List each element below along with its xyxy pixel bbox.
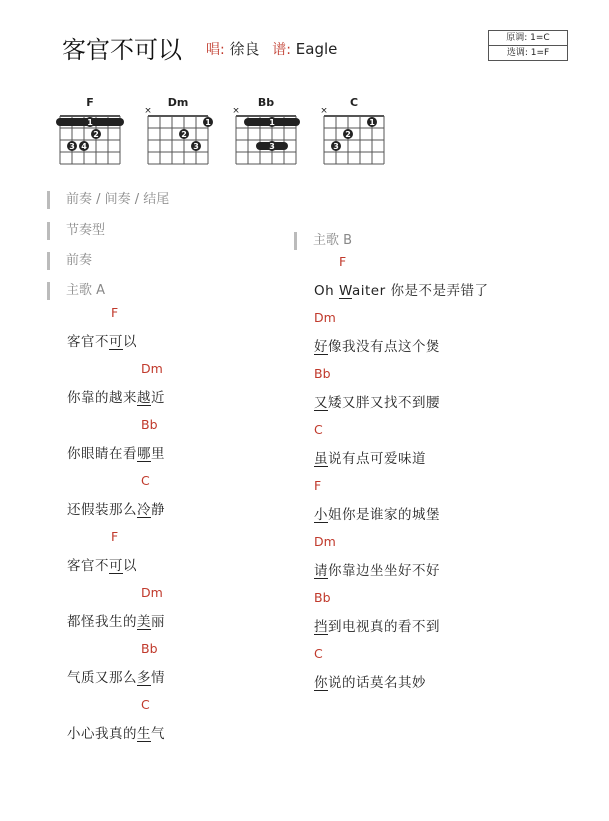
svg-text:×: × bbox=[144, 108, 152, 116]
section-prelude: 前奏 bbox=[47, 252, 92, 270]
lyric-line bbox=[67, 330, 137, 350]
lyric-line bbox=[314, 279, 488, 299]
chord-name: Dm bbox=[167, 96, 189, 109]
lyric-text: 丽 bbox=[151, 614, 165, 630]
chord-grid-f bbox=[55, 108, 125, 168]
lyric-text: 还假装那么 bbox=[67, 502, 137, 518]
lyric-text: aiter 你是不是弄错了 bbox=[351, 283, 489, 299]
song-title: 客官不可以 bbox=[62, 36, 182, 64]
lyric-line bbox=[67, 442, 165, 462]
svg-text:4: 4 bbox=[81, 142, 87, 151]
lyric-line bbox=[314, 391, 440, 411]
chord-label: Dm bbox=[314, 534, 336, 549]
lyric-text: 说的话莫名其妙 bbox=[328, 675, 426, 691]
lyric-text: 你眼睛在看 bbox=[67, 446, 137, 462]
lyric-text: 说有点可爱味道 bbox=[328, 451, 426, 467]
chord-label: Bb bbox=[314, 590, 331, 605]
lyric-chord-syllable: 哪 bbox=[137, 446, 151, 462]
lyric-text: 你靠的越来 bbox=[67, 390, 137, 406]
lyric-text: 像我没有点这个煲 bbox=[328, 339, 440, 355]
chord-label: Dm bbox=[314, 310, 336, 325]
chord-label: F bbox=[314, 478, 322, 493]
svg-text:2: 2 bbox=[93, 130, 99, 139]
chord-label: F bbox=[111, 305, 119, 320]
lyric-text: 以 bbox=[123, 334, 137, 350]
chord-label: Bb bbox=[314, 366, 331, 381]
lyric-text: 里 bbox=[151, 446, 165, 462]
lyric-text: 客官不 bbox=[67, 558, 109, 574]
lyric-chord-syllable: 可 bbox=[109, 558, 123, 574]
lyric-text: 气质又那么 bbox=[67, 670, 137, 686]
lyric-line bbox=[314, 335, 440, 355]
chord-name: Bb bbox=[257, 96, 275, 109]
svg-text:2: 2 bbox=[345, 130, 351, 139]
lyric-line bbox=[67, 498, 165, 518]
lyric-text: 小心我真的 bbox=[67, 726, 137, 742]
chord-diagram-f bbox=[55, 96, 125, 168]
lyric-text: 矮又胖又找不到腰 bbox=[328, 395, 440, 411]
section-verse-a: 主歌 A bbox=[47, 282, 105, 300]
chord-label: C bbox=[314, 422, 323, 437]
svg-text:3: 3 bbox=[333, 142, 339, 151]
svg-text:×: × bbox=[320, 108, 328, 116]
lyric-chord-syllable: 美 bbox=[137, 614, 151, 630]
chord-label: C bbox=[141, 697, 150, 712]
chord-grid-bb bbox=[231, 108, 301, 168]
svg-text:3: 3 bbox=[193, 142, 199, 151]
lyric-chord-syllable: 你 bbox=[314, 675, 328, 691]
lyric-line bbox=[67, 610, 165, 630]
section-verse-b: 主歌 B bbox=[294, 232, 352, 250]
svg-text:2: 2 bbox=[181, 130, 187, 139]
lyric-line bbox=[67, 554, 137, 574]
lyric-line bbox=[67, 722, 165, 742]
lyric-text: 近 bbox=[151, 390, 165, 406]
lyric-text: 客官不 bbox=[67, 334, 109, 350]
lyric-chord-syllable: 好 bbox=[314, 339, 328, 355]
lyric-chord-syllable: 可 bbox=[109, 334, 123, 350]
credits bbox=[206, 38, 345, 59]
chord-label: C bbox=[141, 473, 150, 488]
lyric-chord-syllable: 又 bbox=[314, 395, 328, 411]
svg-text:1: 1 bbox=[269, 118, 275, 127]
lyric-text: 姐你是谁家的城堡 bbox=[328, 507, 440, 523]
svg-text:1: 1 bbox=[205, 118, 211, 127]
lyric-text: 情 bbox=[151, 670, 165, 686]
section-prelude-interlude-outro: 前奏 / 间奏 / 结尾 bbox=[47, 191, 169, 209]
lyric-text: 静 bbox=[151, 502, 165, 518]
lyric-line bbox=[314, 559, 440, 579]
lyric-line bbox=[314, 503, 440, 523]
lyric-text: 气 bbox=[151, 726, 165, 742]
svg-text:1: 1 bbox=[369, 118, 375, 127]
original-key: 原调: 1=C bbox=[506, 33, 550, 43]
chord-diagram-dm bbox=[143, 96, 213, 168]
lyric-line bbox=[67, 666, 165, 686]
chord-grid-c bbox=[319, 108, 389, 168]
lyric-chord-syllable: 多 bbox=[137, 670, 151, 686]
lyric-line bbox=[314, 615, 440, 635]
lyric-text: 到电视真的看不到 bbox=[328, 619, 440, 635]
singer-name: 徐良 bbox=[229, 40, 260, 58]
lyric-chord-syllable: 生 bbox=[137, 726, 151, 742]
chord-label: Dm bbox=[141, 361, 163, 376]
lyric-text: 以 bbox=[123, 558, 137, 574]
lyric-chord-syllable: 请 bbox=[314, 563, 328, 579]
lyric-line bbox=[67, 386, 165, 406]
lyric-chord-syllable: 越 bbox=[137, 390, 151, 406]
lyric-chord-syllable: 冷 bbox=[137, 502, 151, 518]
chord-label: C bbox=[314, 646, 323, 661]
selected-key: 选调: 1=F bbox=[489, 45, 567, 60]
chord-label: Bb bbox=[141, 641, 158, 656]
chord-label: Dm bbox=[141, 585, 163, 600]
arranger-name: Eagle bbox=[295, 40, 338, 58]
svg-text:×: × bbox=[232, 108, 240, 116]
section-rhythm: 节奏型 bbox=[47, 222, 105, 240]
chord-label: Bb bbox=[141, 417, 158, 432]
chord-name: F bbox=[86, 96, 94, 109]
lyric-text: Oh bbox=[314, 283, 339, 299]
chord-diagram-c bbox=[319, 96, 389, 168]
svg-text:1: 1 bbox=[87, 118, 93, 127]
lyric-chord-syllable: 虽 bbox=[314, 451, 328, 467]
lyric-chord-syllable: 挡 bbox=[314, 619, 328, 635]
chord-label: F bbox=[339, 254, 347, 269]
chord-diagram-bb bbox=[231, 96, 301, 168]
singer-label: 唱: bbox=[206, 42, 225, 58]
lyric-text: 都怪我生的 bbox=[67, 614, 137, 630]
key-box bbox=[488, 30, 568, 61]
lyric-line bbox=[314, 671, 426, 691]
lyric-chord-syllable: 小 bbox=[314, 507, 328, 523]
lyric-chord-syllable: W bbox=[338, 283, 352, 299]
chord-name: C bbox=[349, 96, 359, 109]
arranger-label: 谱: bbox=[272, 42, 292, 58]
lyric-line bbox=[314, 447, 426, 467]
lyric-text: 你靠边坐坐好不好 bbox=[328, 563, 440, 579]
chord-grid-dm bbox=[143, 108, 213, 168]
svg-text:3: 3 bbox=[69, 142, 75, 151]
chord-label: F bbox=[111, 529, 119, 544]
svg-text:3: 3 bbox=[269, 142, 275, 151]
